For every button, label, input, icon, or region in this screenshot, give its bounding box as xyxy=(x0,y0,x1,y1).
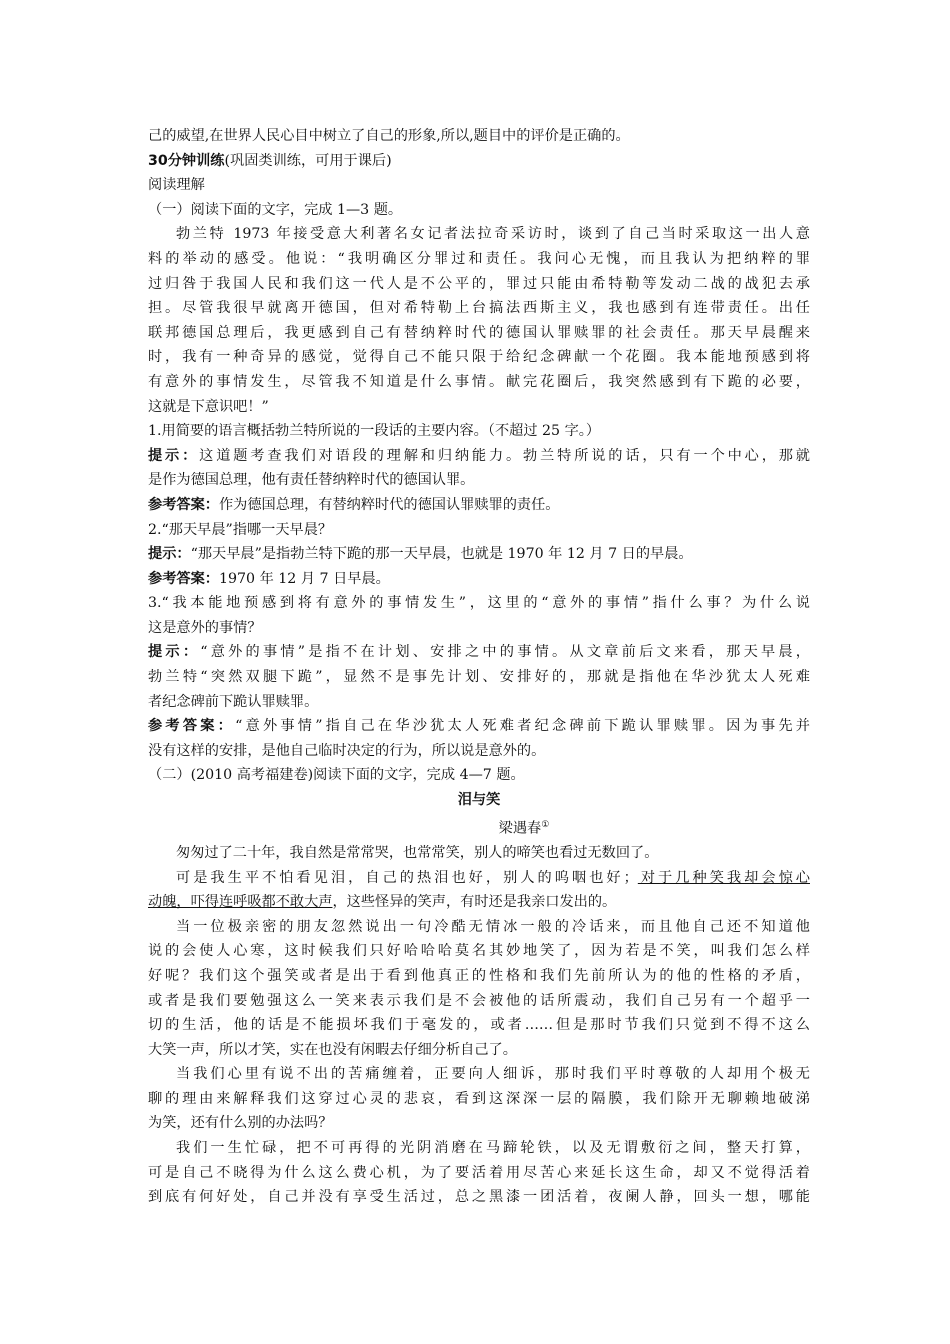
training-note: (巩固类训练，可用于课后) xyxy=(224,152,392,169)
passage-one xyxy=(148,222,810,419)
answer-label: 参考答案： xyxy=(148,718,236,735)
footnote-marker: ① xyxy=(541,819,550,830)
subheading: 阅读理解 xyxy=(148,177,205,194)
essay-line: 我们一生忙碌，把不可再得的光阴消磨在马蹄轮铁，以及无谓敷衍之间，整天打算， xyxy=(176,1140,810,1157)
hint-label: 提示： xyxy=(148,644,201,661)
essay-line: 大笑一声，所以才笑，实在也没有闲暇去仔细分析自己了。 xyxy=(148,1041,517,1058)
hint-label: 提示： xyxy=(148,546,191,563)
hint-3-cont: 者纪念碑前下跪认罪赎罪。 xyxy=(148,693,319,710)
passage-line: 勃兰特 1973 年接受意大利著名女记者法拉奇采访时，谈到了自己当时采取这一出人意 xyxy=(176,226,810,243)
answer-3: 参考答案：“意外事情”指自己在华沙犹太人死难者纪念碑前下跪认罪赎罪。因为事先并 xyxy=(148,718,810,735)
answer-3-cont: 没有这样的安排，是他自己临时决定的行为，所以说是意外的。 xyxy=(148,742,546,759)
essay-line: 匆匆过了二十年，我自然是常常哭，也常常笑，别人的啼笑也看过无数回了。 xyxy=(176,844,659,861)
essay-line: 到底有何好处，自己并没有享受生活过，总之黑漆一团活着，夜阑人静，回头一想，哪能 xyxy=(148,1189,810,1206)
passage-line: 料的举动的感受。他说：“我明确区分罪过和责任。我问心无愧，而且我认为把纳粹的罪 xyxy=(148,250,810,267)
essay-line: 为笑，还有什么别的办法吗？ xyxy=(148,1115,333,1132)
document-page xyxy=(148,124,810,1210)
question-3: 3.“我本能地预感到将有意外的事情发生”，这里的“意外的事情”指什么事？为什么说 xyxy=(148,595,810,612)
answer-label: 参考答案： xyxy=(148,496,219,513)
hint-1-cont: 是作为德国总理，他有责任替纳粹时代的德国认罪。 xyxy=(148,472,475,489)
passage-line: 时，我有一种奇异的感觉，觉得自己不能只限于给纪念碑献一个花圈。我本能地预感到将 xyxy=(148,349,810,366)
hint-3: 提示：“意外的事情”是指不在计划、安排之中的事情。从文章前后文来看，那天早晨， xyxy=(148,644,810,661)
answer-1: 参考答案：作为德国总理，有替纳粹时代的德国认罪赎罪的责任。 xyxy=(148,496,560,513)
section-heading xyxy=(148,149,810,174)
hint-1: 提示：这道题考查我们对语段的理解和归纳能力。勃兰特所说的话，只有一个中心，那就 xyxy=(148,447,810,464)
passage-line: 担。尽管我很早就离开德国，但对希特勒上台搞法西斯主义，我也感到有连带责任。出任 xyxy=(148,300,810,317)
passage-line: 联邦德国总理后，我更感到自己有替纳粹时代的德国认罪赎罪的社会责任。那天早晨醒来 xyxy=(148,324,810,341)
passage-line: 有意外的事情发生，尽管我不知道是什么事情。献完花圈后，我突然感到有下跪的必要， xyxy=(148,373,810,390)
passage-line: 过归咎于我国人民和我们这一代人是不公平的，罪过只能由希特勒等发动二战的战犯去承 xyxy=(148,275,810,292)
question-3-cont: 这是意外的事情？ xyxy=(148,619,262,636)
section-one-instruction: （一）阅读下面的文字，完成 1—3 题。 xyxy=(148,201,403,218)
section-two-instruction: （二）(2010 高考福建卷)阅读下面的文字，完成 4—7 题。 xyxy=(148,767,525,784)
essay-line: 聊的理由来解释我们这穿过心灵的悲哀，看到这深深一层的隔膜，我们除开无聊赖地破涕 xyxy=(148,1090,810,1107)
passage-line: 这就是下意识吧！” xyxy=(148,398,269,415)
hint-label: 提示： xyxy=(148,447,200,464)
answer-2: 参考答案：1970 年 12 月 7 日早晨。 xyxy=(148,570,390,587)
essay-body xyxy=(148,841,810,1210)
underlined-text: 动魄，吓得连呼吸都不敢大声 xyxy=(148,894,333,911)
question-2: 2.“那天早晨”指哪一天早晨？ xyxy=(148,521,333,538)
text-line: 己的威望,在世界人民心目中树立了自己的形象,所以,题目中的评价是正确的。 xyxy=(148,128,630,144)
essay-line: 切的生活，他的话是不能损坏我们于毫发的，或者……但是那时节我们只觉到不得不这么 xyxy=(148,1017,810,1034)
answer-label: 参考答案： xyxy=(148,570,219,587)
essay-line: 好呢？我们这个强笑或者是出于看到他真正的性格和我们先前所认为的他的性格的矛盾， xyxy=(148,967,810,984)
essay-line: 可是我生平不怕看见泪，自己的热泪也好，别人的呜咽也好；对于几种笑我却会惊心 xyxy=(176,869,810,886)
hint-2: 提示：“那天早晨”是指勃兰特下跪的那一天早晨，也就是 1970 年 12 月 7 日的早晨。 xyxy=(148,546,693,563)
training-title: 30分钟训练 xyxy=(148,152,225,169)
essay-author: 梁遇春① xyxy=(498,819,550,837)
question-1: 1.用简要的语言概括勃兰特所说的一段话的主要内容。（不超过 25 字。） xyxy=(148,423,601,440)
essay-line: 可是自己不晓得为什么这么费心机，为了要活着用尽苦心来延长这生命，却又不觉得活着 xyxy=(148,1164,810,1181)
essay-line: 动魄，吓得连呼吸都不敢大声，这些怪异的笑声，有时还是我亲口发出的。 xyxy=(148,894,617,911)
underlined-text: 对于几种笑我却会惊心 xyxy=(637,869,810,886)
hint-3-cont: 勃兰特“突然双腿下跪”，显然不是事先计划、安排好的，那就是指他在华沙犹太人死难 xyxy=(148,669,810,686)
essay-title: 泪与笑 xyxy=(457,792,501,809)
essay-line: 当我们心里有说不出的苦痛缠着，正要向人细诉，那时我们平时尊敬的人却用个极无 xyxy=(176,1066,810,1083)
essay-line: 当一位极亲密的朋友忽然说出一句冷酷无情冰一般的冷话来，而且他自己还不知道他 xyxy=(176,918,810,935)
essay-line: 说的会使人心寒，这时候我们只好哈哈哈莫名其妙地笑了，因为若是不笑，叫我们怎么样 xyxy=(148,943,810,960)
essay-line: 或者是我们要勉强这么一笑来表示我们是不会被他的话所震动，我们自己另有一个超乎一 xyxy=(148,992,810,1009)
